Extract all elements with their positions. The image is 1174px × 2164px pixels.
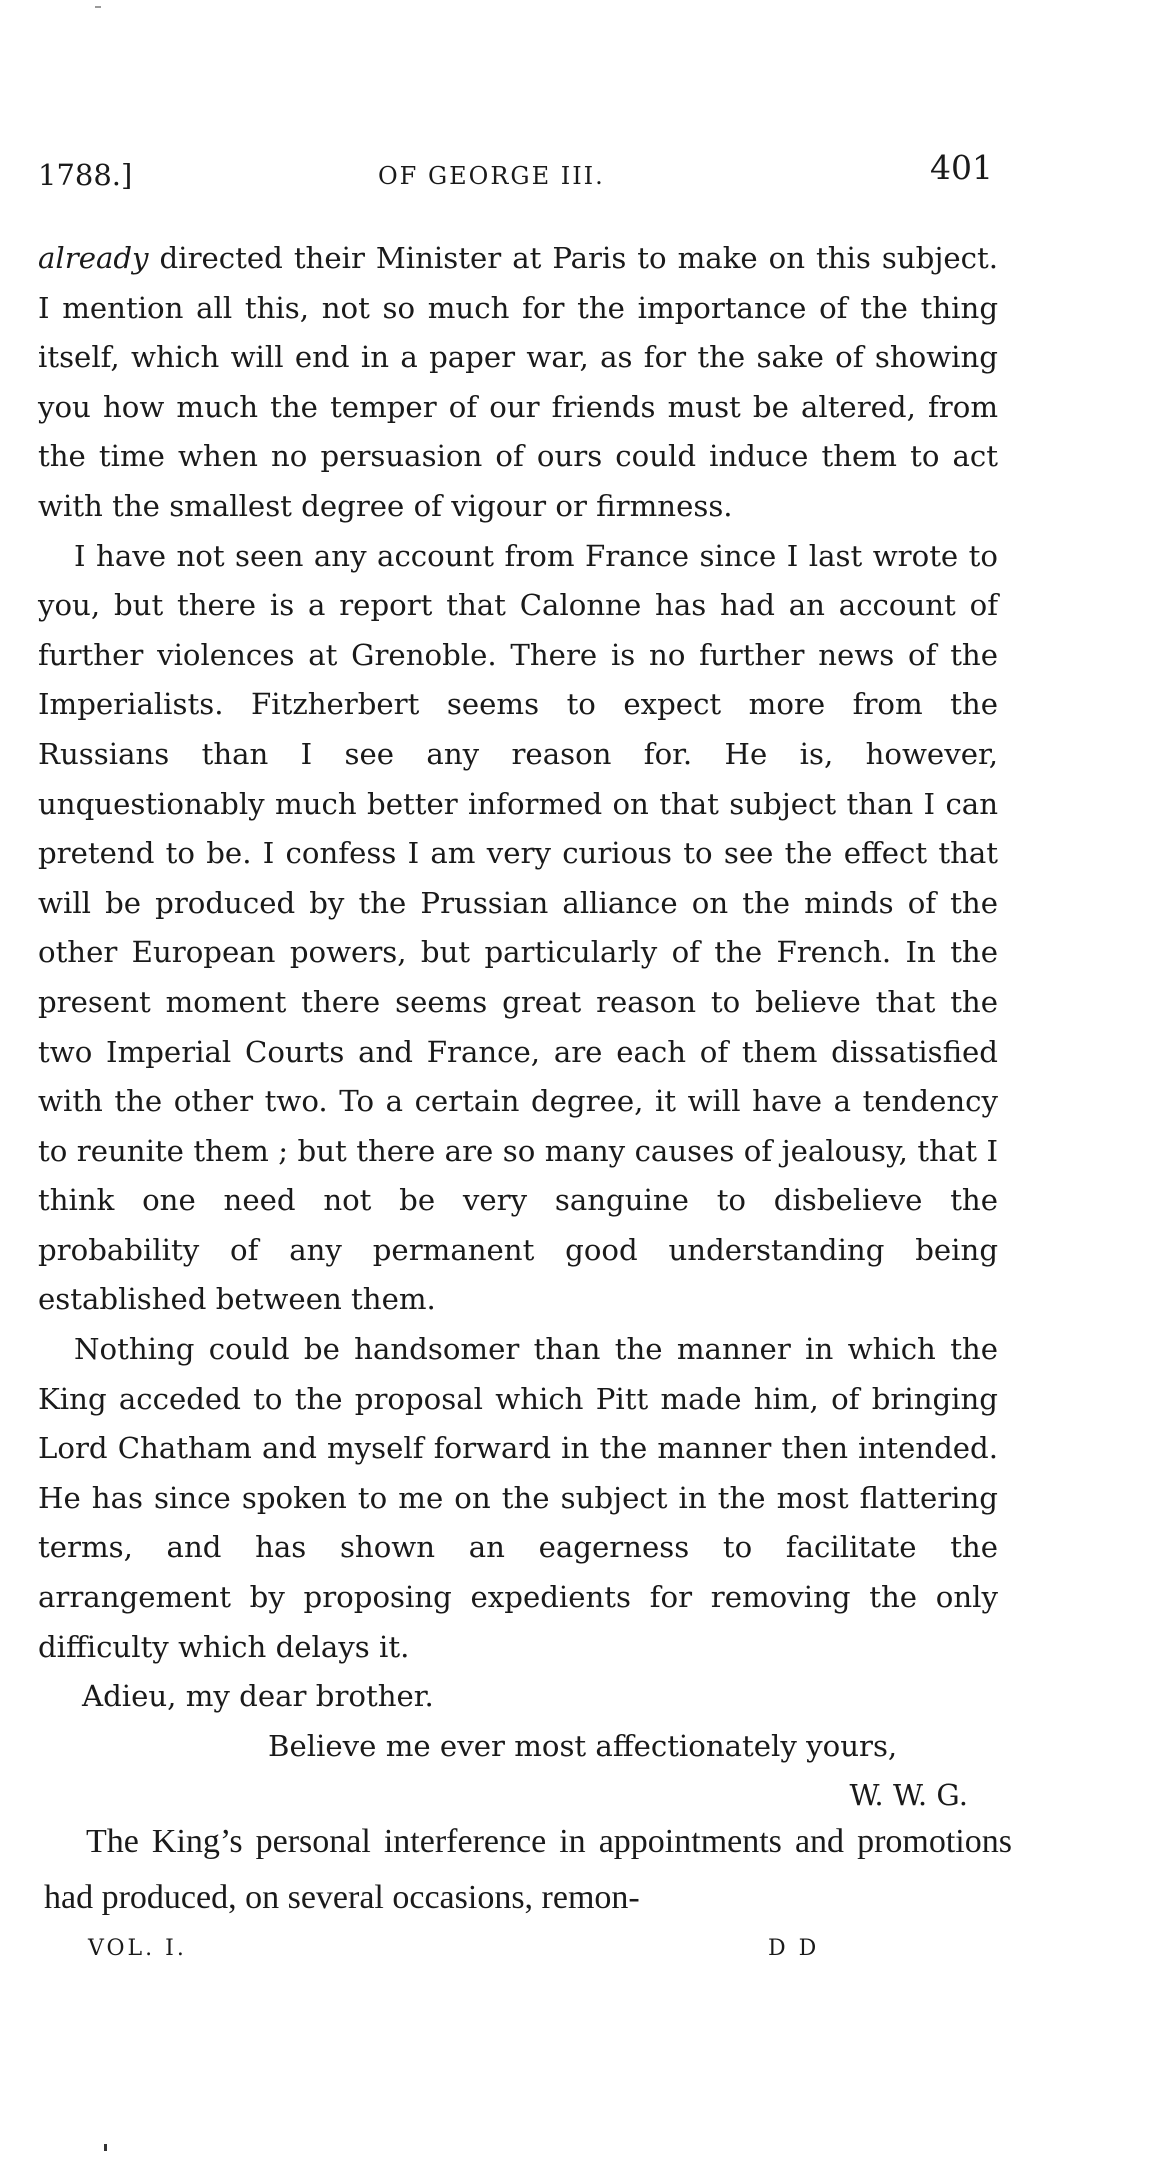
letter-signature: W. W. G. [849,1778,968,1813]
running-head-title: OF GEORGE III. [378,162,605,190]
scan-corner-mark [104,2144,107,2151]
letter-body [38,234,998,1821]
letter-paragraph-1-text: directed their Minister at Paris to make on this subject. I mention all this, not so much for the importance of the thing itself, which will end in a paper war, as for the sake of showing you how much the temper of our friends must be altered, from the time when no persuasion of ours could induce them to act with the smallest degree of vigour or firmness. [38,241,998,523]
signature-mark: D D [768,1936,820,1961]
letter-paragraph-1 [38,234,998,532]
letter-closing: Adieu, my dear brother. [82,1679,434,1714]
scan-tick-mark [95,6,101,8]
narrative-text [44,1814,1012,1926]
letter-paragraph-2: I have not seen any account from France since I last wrote to you, but there is a report that Calonne has had an account of further violences at Grenoble. There is no further news of the Imperialists. Fitzherbert seems to expect more from the Russians than I see any reason for. He is, however, unquestionably much better informed on that subject than I can pretend to be. I confess I am very curious to see the effect that will be produced by the Prussian alliance on the minds of the other European powers, but particularly of the French. In the present moment there seems great reason to believe that the two Imperial Courts and France, are each of them dissatisfied with the other two. To a certain degree, it will have a tendency to reunite them ; but there are so many causes of jealousy, that I think one need not be very sanguine to disbelieve the probability of any permanent good understanding being established between them. [38,538,998,1317]
letter-valediction: Believe me ever most affectionately yours, [268,1728,898,1763]
running-head-year: 1788.] [38,158,133,192]
running-head [38,148,993,198]
volume-label: VOL. I. [88,1936,187,1961]
italic-lead-word: already [38,241,149,275]
narrative-paragraph: The King’s personal interference in appointments and promotions had produced, on several occasions, remon- [44,1823,1012,1916]
page-footer [88,1936,848,1976]
page-number: 401 [930,148,993,187]
letter-paragraph-3: Nothing could be handsomer than the manner in which the King acceded to the proposal which Pitt made him, of bringing Lord Chatham and myself forward in the manner then intended. He has since spoken to me on the subject in the most flattering terms, and has shown an eagerness to facilitate the arrangement by proposing expedients for removing the only difficulty which delays it. [38,1332,998,1664]
